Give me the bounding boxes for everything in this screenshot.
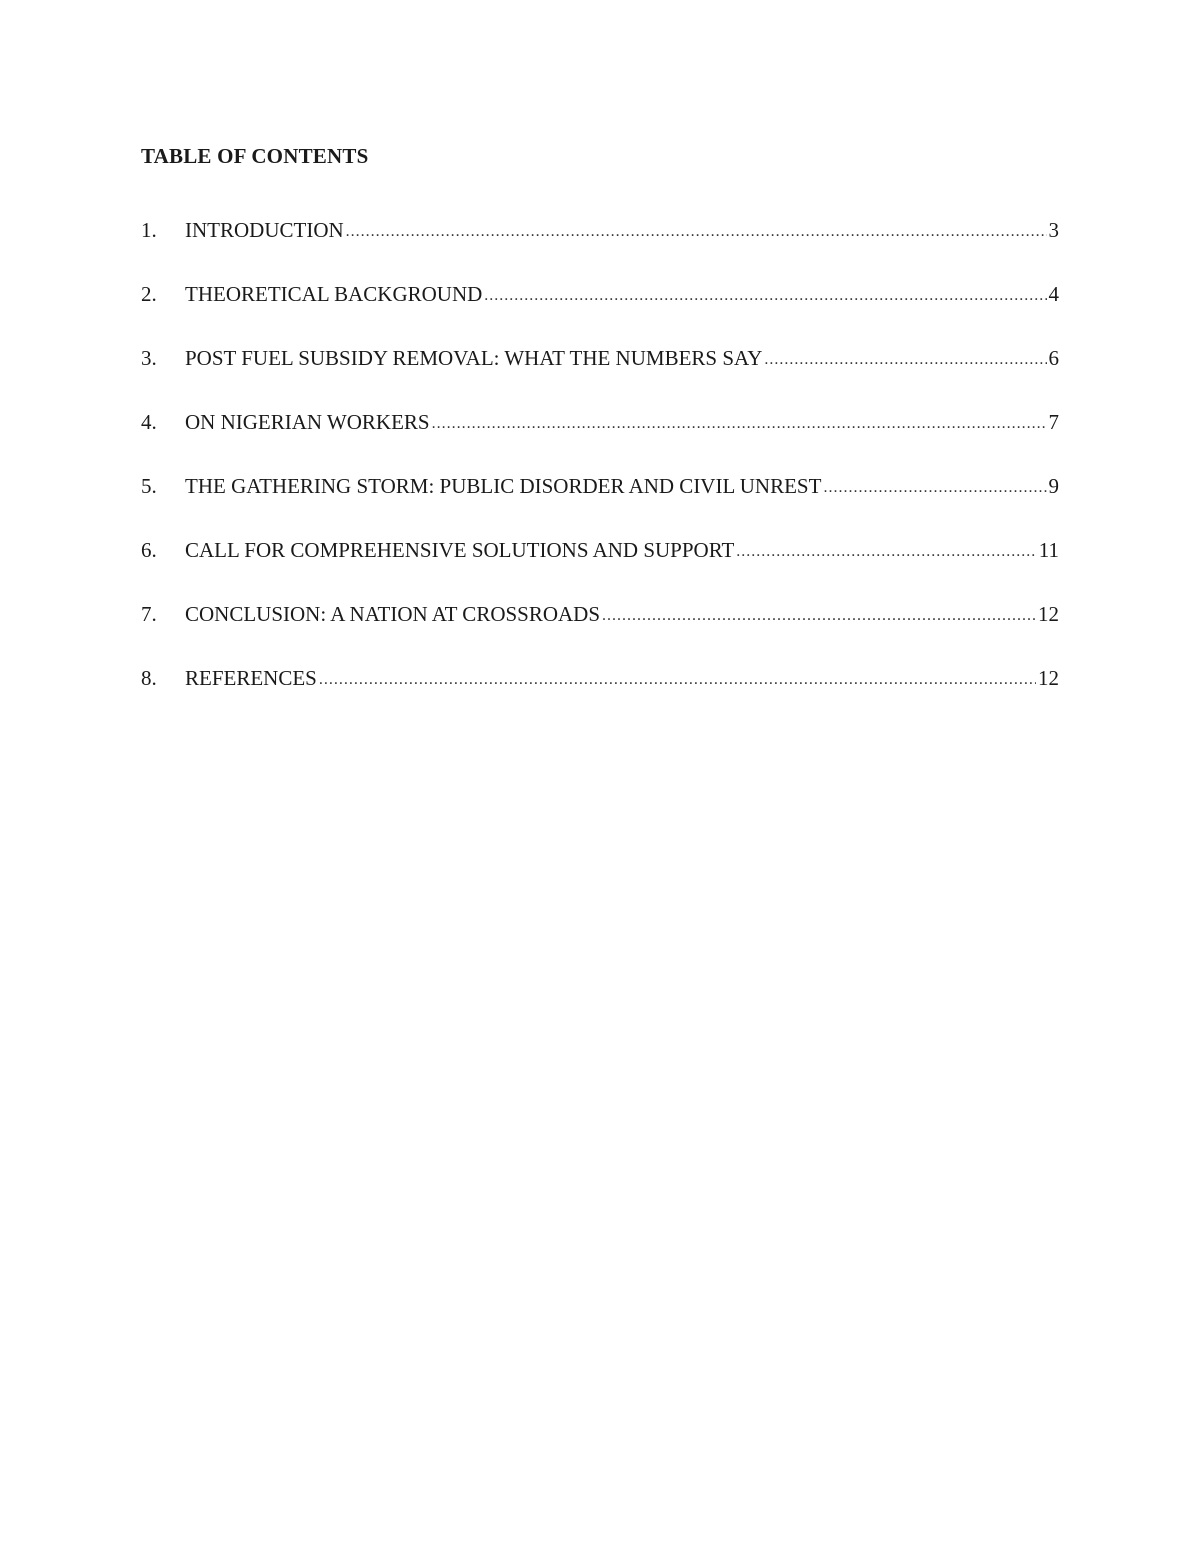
toc-entry-title: THE GATHERING STORM: PUBLIC DISORDER AND CIVIL UNREST [185, 474, 822, 498]
toc-entry-conclusion[interactable] [141, 598, 1059, 662]
toc-entry-title: THEORETICAL BACKGROUND [185, 282, 483, 306]
toc-entry-page: 12 [1038, 666, 1059, 690]
toc-entry-number: 1. [141, 218, 157, 242]
toc-dot-leader [432, 408, 1047, 440]
toc-entry-page: 11 [1038, 538, 1059, 562]
toc-entry-comprehensive-solutions[interactable] [141, 534, 1059, 598]
toc-dot-leader [764, 344, 1046, 376]
toc-dot-leader [346, 216, 1047, 248]
toc-entry-title: POST FUEL SUBSIDY REMOVAL: WHAT THE NUMBERS SAY [185, 346, 763, 370]
toc-entry-number: 6. [141, 538, 157, 562]
toc-heading: TABLE OF CONTENTS [141, 144, 369, 168]
toc-entry-title: ON NIGERIAN WORKERS [185, 410, 430, 434]
toc-dot-leader [602, 600, 1036, 632]
toc-entry-number: 8. [141, 666, 157, 690]
toc-entry-references[interactable] [141, 662, 1059, 726]
toc-dot-leader [319, 664, 1036, 696]
toc-entry-post-fuel-subsidy[interactable] [141, 342, 1059, 406]
toc-entry-title: REFERENCES [185, 666, 317, 690]
toc-dot-leader [484, 280, 1046, 312]
toc-entry-title: CALL FOR COMPREHENSIVE SOLUTIONS AND SUPPORT [185, 538, 735, 562]
toc-entry-page: 6 [1048, 346, 1059, 370]
toc-entry-page: 12 [1038, 602, 1059, 626]
toc-entry-page: 7 [1048, 410, 1059, 434]
toc-entry-nigerian-workers[interactable] [141, 406, 1059, 470]
toc-list [141, 214, 1059, 726]
toc-entry-theoretical-background[interactable] [141, 278, 1059, 342]
toc-dot-leader [736, 536, 1036, 568]
toc-entry-number: 7. [141, 602, 157, 626]
toc-entry-introduction[interactable] [141, 214, 1059, 278]
toc-entry-title: CONCLUSION: A NATION AT CROSSROADS [185, 602, 601, 626]
toc-entry-gathering-storm[interactable] [141, 470, 1059, 534]
toc-entry-page: 4 [1048, 282, 1059, 306]
toc-entry-number: 4. [141, 410, 157, 434]
toc-entry-page: 9 [1048, 474, 1059, 498]
toc-entry-number: 3. [141, 346, 157, 370]
toc-entry-title: INTRODUCTION [185, 218, 344, 242]
toc-entry-page: 3 [1048, 218, 1059, 242]
toc-dot-leader [823, 472, 1046, 504]
toc-entry-number: 5. [141, 474, 157, 498]
toc-entry-number: 2. [141, 282, 157, 306]
